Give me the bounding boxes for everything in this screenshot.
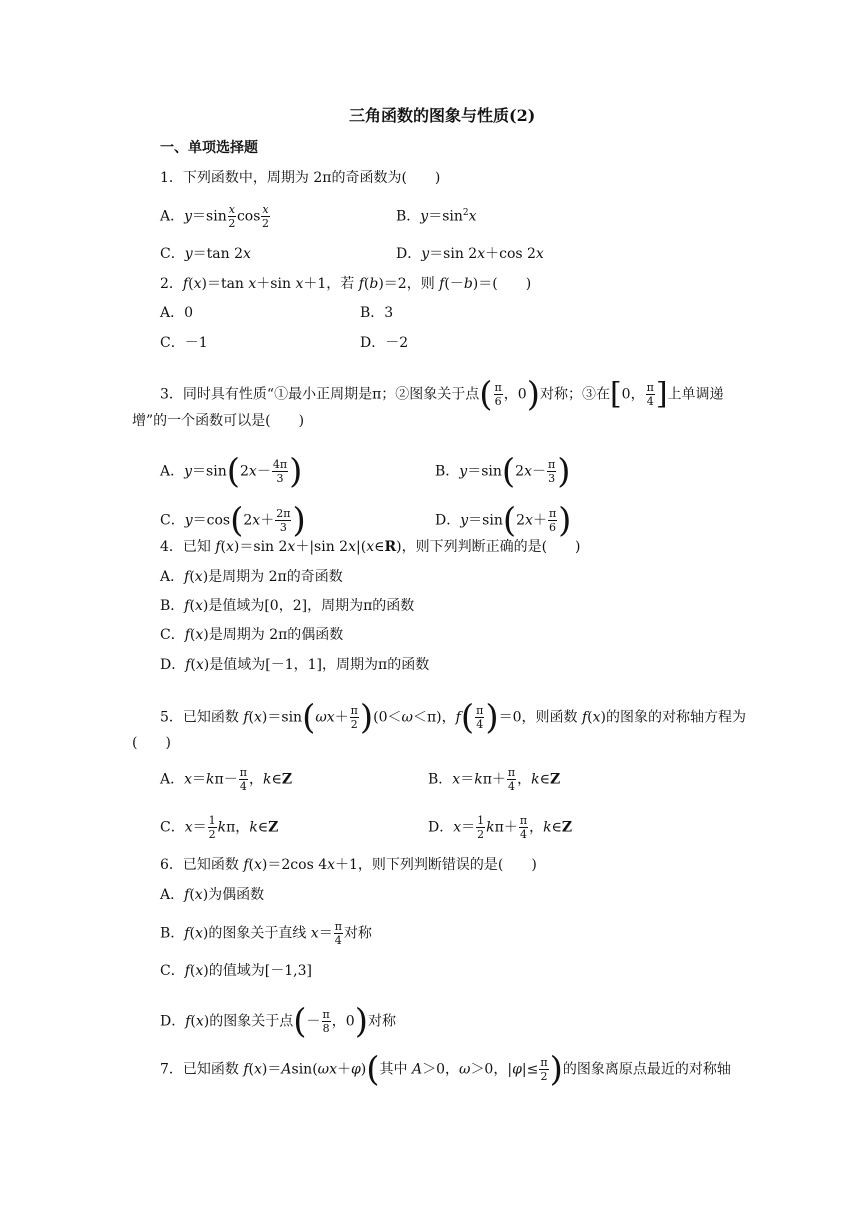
question-5-stem-continued: ( ) <box>132 735 171 751</box>
question-6-stem: 6．已知函数 f(x)＝2cos 4x＋1，则下列判断错误的是( ) <box>160 857 537 873</box>
question-1-option-d: D．y＝sin 2x＋cos 2x <box>396 246 544 262</box>
question-3-option-b: B．y＝sin(2x－ $\frac{\pi}{3}$ ) <box>435 451 571 492</box>
question-3-option-a: A．y＝sin(2x－ $\frac{4\pi}{3}$ ) <box>160 451 303 492</box>
question-3-option-d: D．y＝sin(2x＋ $\frac{\pi}{6}$ ) <box>435 500 572 541</box>
question-4-stem: 4．已知 f(x)＝sin 2x＋|sin 2x|(x∈R)，则下列判断正确的是( ) <box>160 539 581 555</box>
question-4-option-b: B．f(x)是值域为[0，2]，周期为π的函数 <box>160 598 415 614</box>
question-1-stem: 1．下列函数中，周期为 2π的奇函数为( ) <box>160 170 441 186</box>
question-5-option-b: B．x＝kπ＋ $\frac{\pi}{4}$ ，k∈Z <box>428 766 561 793</box>
question-2-option-b: B．3 <box>360 305 394 321</box>
question-5-option-a: A．x＝kπ－ $\frac{\pi}{4}$ ，k∈Z <box>160 766 293 793</box>
question-4-option-d: D．f(x)是值域为[－1，1]，周期为π的函数 <box>160 657 430 673</box>
question-5-option-d: D．x＝ $\frac{1}{2}$ kπ＋ $\frac{\pi}{4}$ ，k∈Z <box>428 814 573 841</box>
question-3-stem: 3．同时具有性质“①最小正周期是π；②图象关于点( $\frac{\pi}{6}$ ，0)对称；③在[0， $\frac{\pi}{4}$ ]上单调递 <box>160 374 724 415</box>
question-6-option-b: B．f(x)的图象关于直线 x＝ $\frac{\pi}{4}$ 对称 <box>160 920 372 947</box>
question-5-stem: 5．已知函数 f(x)＝sin(ωx＋ $\frac{\pi}{2}$ )(0＜ω＜π)，f( $\frac{\pi}{4}$ )＝0，则函数 f(x)的图象的对称轴方程为 <box>160 697 746 738</box>
section-heading: 一、单项选择题 <box>160 140 258 156</box>
question-3-stem-continued: 增”的一个函数可以是( ) <box>132 413 305 429</box>
question-6-option-d: D．f(x)的图象关于点(－ $\frac{\pi}{8}$ ，0)对称 <box>160 1001 396 1042</box>
question-2-stem: 2．f(x)＝tan x＋sin x＋1，若 f(b)＝2，则 f(－b)＝( ) <box>160 276 532 292</box>
question-7-stem: 7．已知函数 f(x)＝Asin(ωx＋φ)(其中 A＞0，ω＞0，|φ|≤ $\frac{\pi}{2}$ )的图象离原点最近的对称轴 <box>160 1049 731 1090</box>
question-5-option-c: C．x＝ $\frac{1}{2}$ kπ，k∈Z <box>160 814 279 841</box>
question-6-option-a: A．f(x)为偶函数 <box>160 887 265 903</box>
question-1-option-a: A．y＝sin $\frac{x}{2}$ cos $\frac{x}{2}$ <box>160 203 270 230</box>
question-2-option-d: D．－2 <box>360 335 409 351</box>
question-6-option-c: C．f(x)的值域为[－1,3] <box>160 963 312 979</box>
question-1-option-b: B．$y=\sin^2x$ <box>396 208 477 225</box>
page-title: 三角函数的图象与性质(2) <box>349 106 536 125</box>
question-2-option-c: C．－1 <box>160 335 208 351</box>
question-4-option-c: C．f(x)是周期为 2π的偶函数 <box>160 627 344 643</box>
question-3-option-c: C．y＝cos(2x＋ $\frac{2\pi}{3}$ ) <box>160 500 306 541</box>
question-2-option-a: A．0 <box>160 305 194 321</box>
question-1-option-c: C．y＝tan 2x <box>160 246 251 262</box>
question-4-option-a: A．f(x)是周期为 2π的奇函数 <box>160 569 343 585</box>
